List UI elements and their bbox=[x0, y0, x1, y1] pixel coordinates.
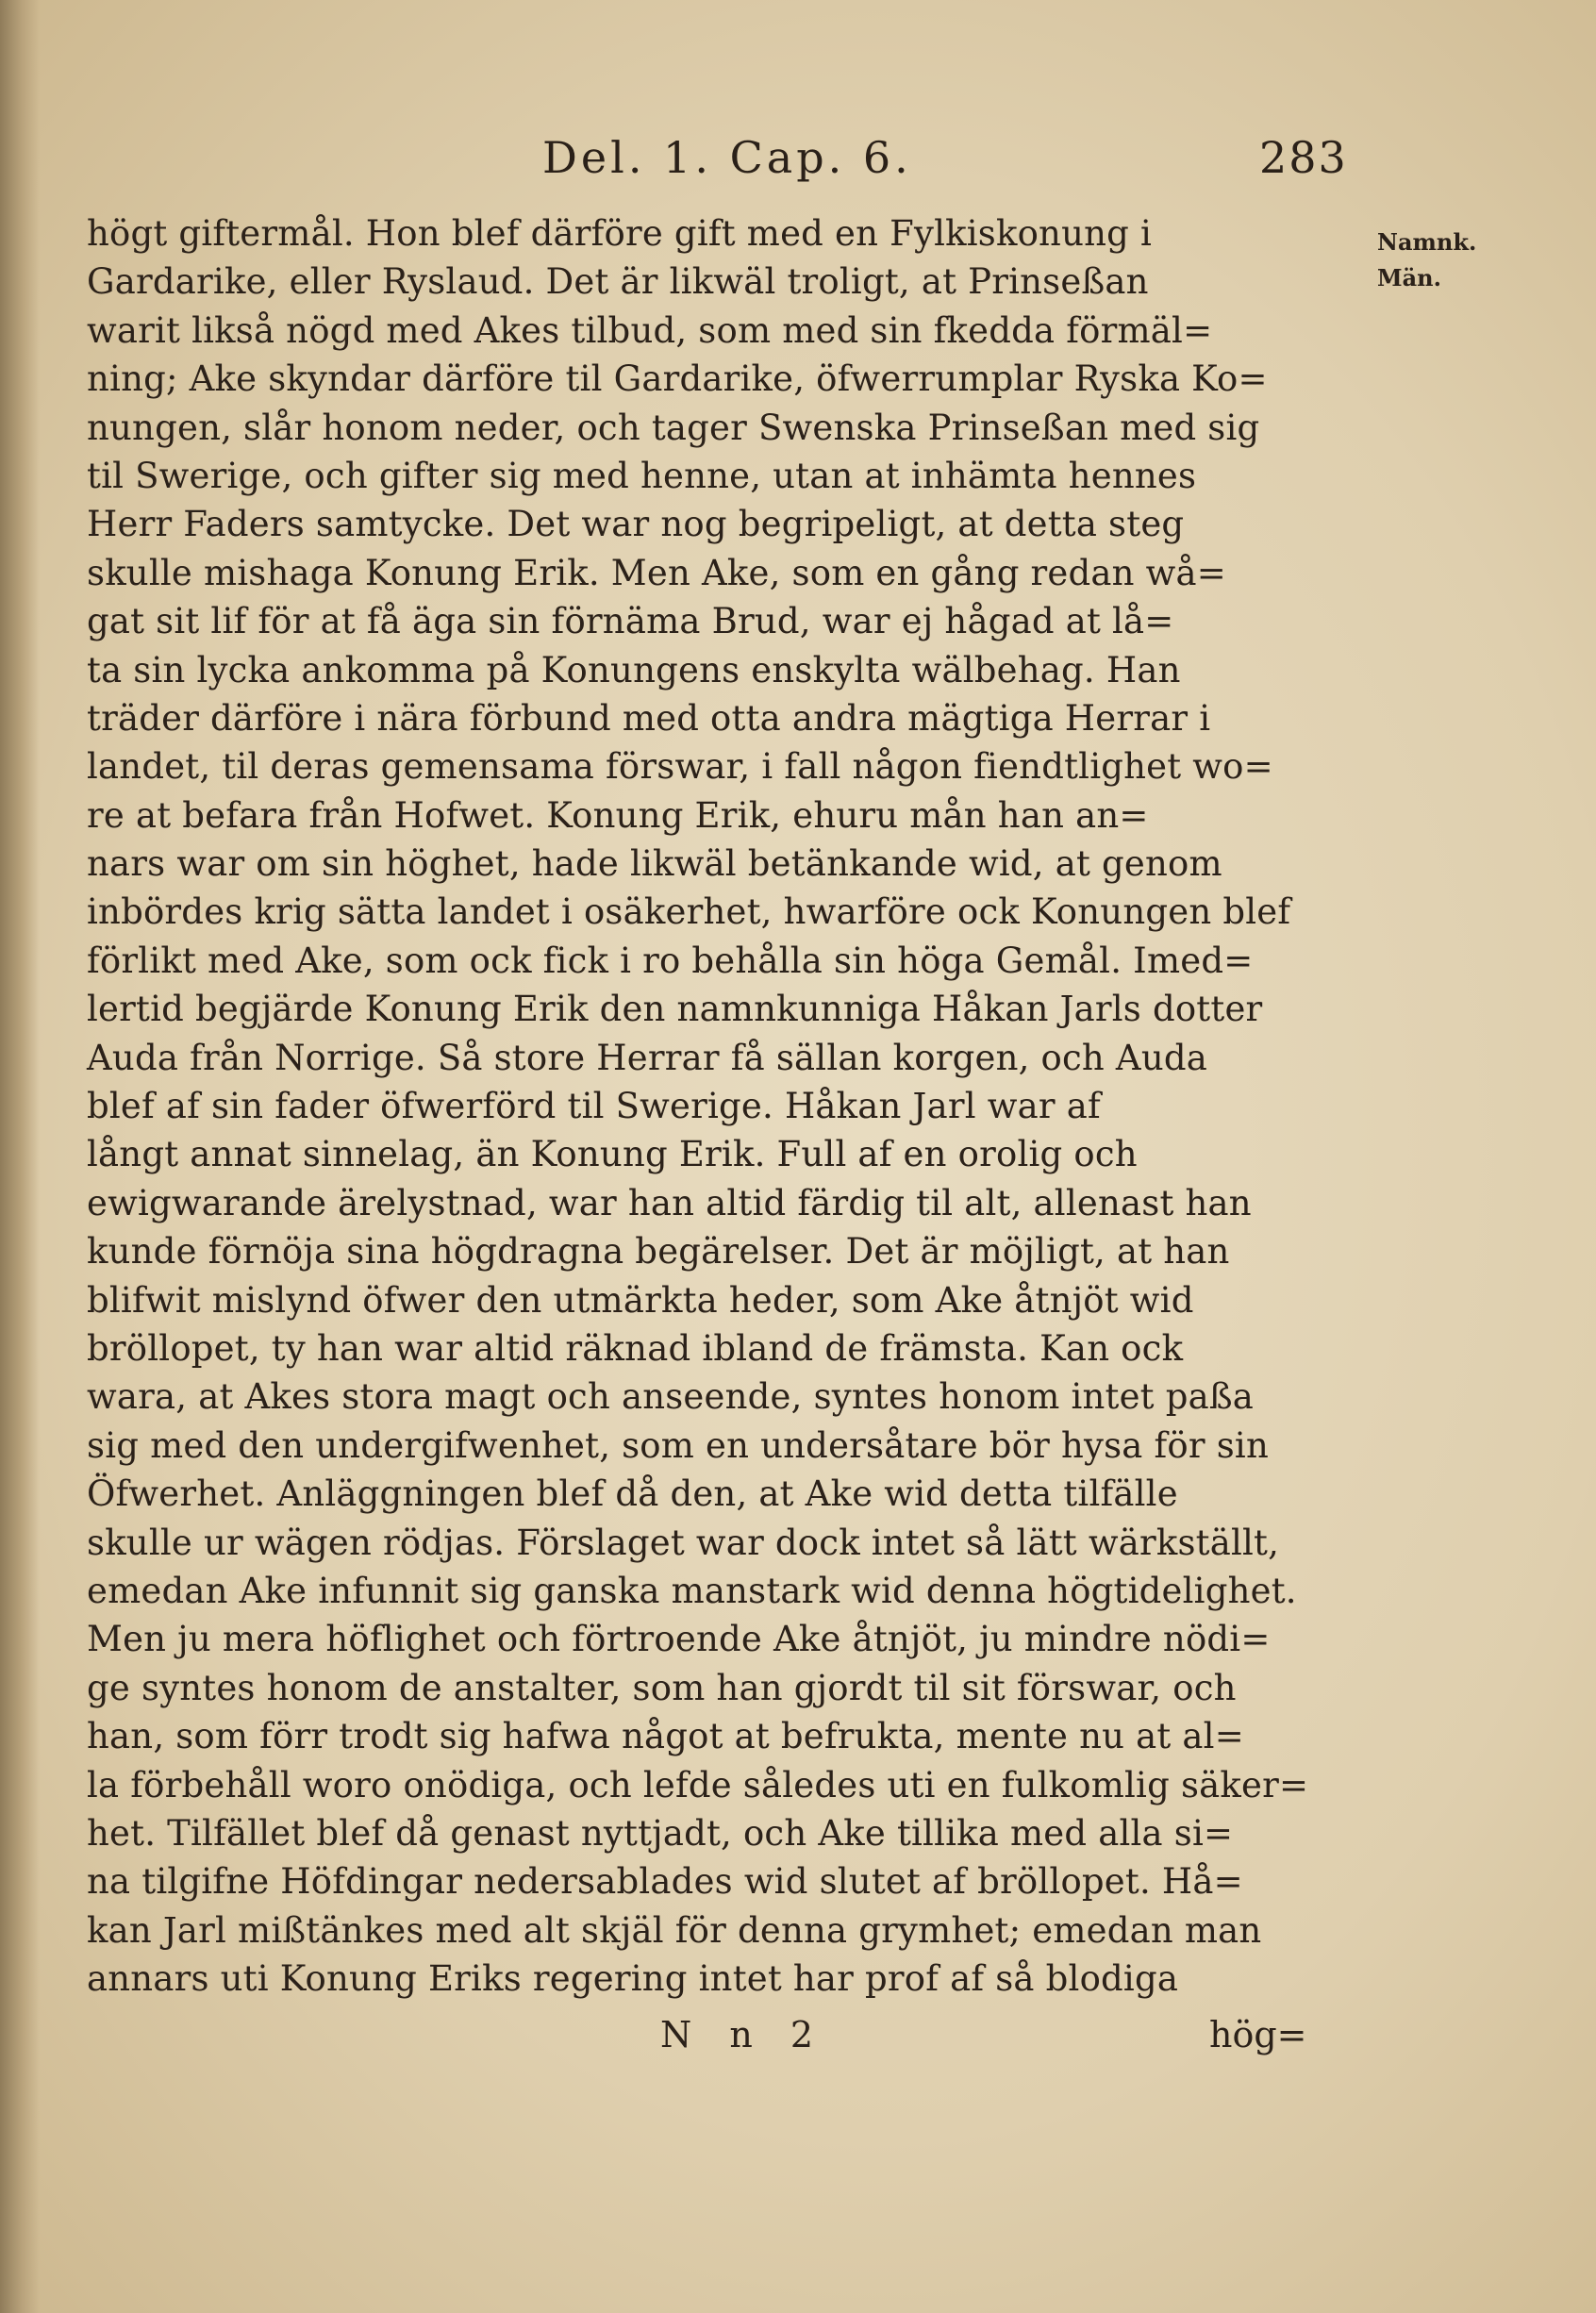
text-line: nungen, slår honom neder, och tager Swenska Prinseßan med sig bbox=[87, 407, 1260, 448]
text-line: blifwit mislynd öfwer den utmärkta heder, som Ake åtnjöt wid bbox=[87, 1279, 1194, 1321]
signature-mark: N n 2 bbox=[660, 2014, 827, 2055]
text-line: kan Jarl mißtänkes med alt skjäl för denna grymhet; emedan man bbox=[87, 1909, 1262, 1951]
text-line: la förbehåll woro onödiga, och lefde således uti en fulkomlig säker= bbox=[87, 1764, 1309, 1805]
text-line: wara, at Akes stora magt och anseende, syntes honom intet paßa bbox=[87, 1376, 1255, 1418]
text-line: bröllopet, ty han war altid räknad ibland de främsta. Kan ock bbox=[87, 1327, 1184, 1369]
text-line: långt annat sinnelag, än Konung Erik. Full af en orolig och bbox=[87, 1134, 1138, 1175]
text-line: emedan Ake infunnit sig ganska manstark wid denna högtidelighet. bbox=[87, 1570, 1297, 1611]
text-line: Öfwerhet. Anläggningen blef då den, at Ake wid detta tilfälle bbox=[87, 1473, 1178, 1515]
text-line: skulle ur wägen rödjas. Förslaget war dock intet så lätt wärkställt, bbox=[87, 1522, 1280, 1563]
running-header bbox=[0, 132, 1596, 189]
text-line: ewigwarande ärelystnad, war han altid färdig til alt, allenast han bbox=[87, 1182, 1252, 1223]
text-line: Men ju mera höflighet och förtroende Ake åtnjöt, ju mindre nödi= bbox=[87, 1619, 1271, 1660]
text-line: blef af sin fader öfwerförd til Swerige. Håkan Jarl war af bbox=[87, 1086, 1101, 1127]
text-line: Gardarike, eller Ryslaud. Det är likwäl troligt, at Prinseßan bbox=[87, 261, 1149, 303]
text-line: het. Tilfället blef då genast nyttjadt, och Ake tillika med alla si= bbox=[87, 1812, 1234, 1854]
text-line: gat sit lif för at få äga sin förnäma Brud, war ej hågad at lå= bbox=[87, 601, 1174, 642]
body-text bbox=[87, 209, 1330, 2003]
text-line: sig med den undergifwenhet, som en undersåtare bör hysa för sin bbox=[87, 1424, 1269, 1466]
text-line: landet, til deras gemensama förswar, i fall någon fiendtlighet wo= bbox=[87, 746, 1273, 788]
text-line: lertid begjärde Konung Erik den namnkunniga Håkan Jarls dotter bbox=[87, 989, 1263, 1030]
header-title: Del. 1. Cap. 6. bbox=[542, 132, 912, 183]
text-line: til Swerige, och gifter sig med henne, utan at inhämta hennes bbox=[87, 455, 1197, 496]
text-line: warit likså nögd med Akes tilbud, som med sin fkedda förmäl= bbox=[87, 309, 1213, 351]
text-line: Herr Faders samtycke. Det war nog begripeligt, at detta steg bbox=[87, 504, 1185, 545]
text-line: annars uti Konung Eriks regering intet har prof af så blodiga bbox=[87, 1958, 1179, 2000]
text-line: förlikt med Ake, som ock fick i ro behålla sin höga Gemål. Imed= bbox=[87, 940, 1254, 981]
page-footer bbox=[0, 2014, 1596, 2071]
text-line: re at befara från Hofwet. Konung Erik, ehuru mån han an= bbox=[87, 794, 1149, 836]
text-line: inbördes krig sätta landet i osäkerhet, hwarföre ock Konungen blef bbox=[87, 891, 1291, 933]
text-line: han, som förr trodt sig hafwa något at befrukta, mente nu at al= bbox=[87, 1716, 1244, 1757]
text-line: träder därföre i nära förbund med otta andra mägtiga Herrar i bbox=[87, 697, 1211, 739]
text-line: skulle mishaga Konung Erik. Men Ake, som en gång redan wå= bbox=[87, 552, 1226, 593]
text-line: högt giftermål. Hon blef därföre gift med en Fylkiskonung i bbox=[87, 213, 1153, 254]
page-binding-edge bbox=[0, 0, 40, 2313]
text-line: ning; Ake skyndar därföre til Gardarike, öfwerrumplar Ryska Ko= bbox=[87, 358, 1268, 400]
marginal-note: Namnk. bbox=[1377, 228, 1477, 256]
catchword: hög= bbox=[1209, 2014, 1307, 2055]
text-line: Auda från Norrige. Så store Herrar få sällan korgen, och Auda bbox=[87, 1037, 1208, 1078]
text-line: ge syntes honom de anstalter, som han gjordt til sit förswar, och bbox=[87, 1667, 1237, 1708]
page-number: 283 bbox=[1259, 132, 1348, 183]
text-line: na tilgifne Höfdingar nedersablades wid slutet af bröllopet. Hå= bbox=[87, 1861, 1243, 1903]
text-line: kunde förnöja sina högdragna begärelser. Det är möjligt, at han bbox=[87, 1231, 1230, 1273]
marginal-notes bbox=[1377, 225, 1566, 296]
text-line: ta sin lycka ankomma på Konungens enskylta wälbehag. Han bbox=[87, 649, 1181, 691]
marginal-note: Män. bbox=[1377, 264, 1441, 291]
text-line: nars war om sin höghet, hade likwäl betänkande wid, at genom bbox=[87, 843, 1222, 885]
